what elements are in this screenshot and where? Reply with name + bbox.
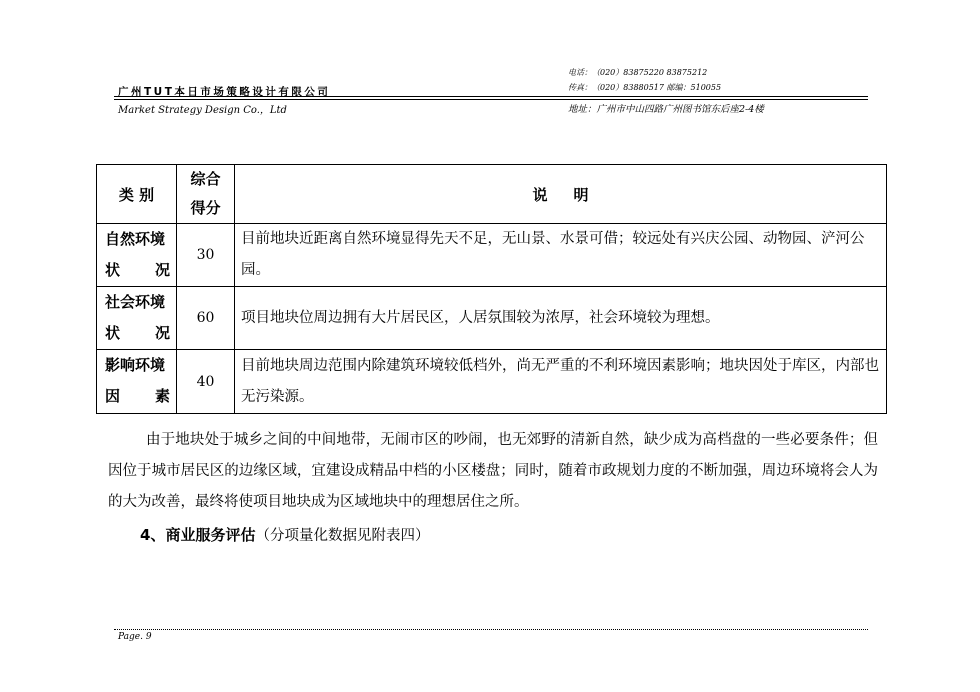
header-phone: 电话：（020）83875220 83875212 xyxy=(568,68,708,77)
row-category xyxy=(97,350,177,414)
row-category-char: 状 xyxy=(105,324,121,342)
row-description: 目前地块周边范围内除建筑环境较低档外，尚无严重的不利环境因素影响；地块因处于库区，内部也无污染源。 xyxy=(235,350,887,414)
row-category-char: 状 xyxy=(105,261,121,279)
section-heading xyxy=(140,524,429,545)
table-row xyxy=(97,287,887,350)
row-category-char: 况 xyxy=(154,261,170,279)
section-title: 商业服务评估 xyxy=(165,526,256,544)
row-category-line1: 影响环境 xyxy=(105,356,166,374)
table-row xyxy=(97,350,887,414)
environment-score-table xyxy=(96,164,887,414)
header-rule-thick xyxy=(114,96,868,97)
header-address: 地址：广州市中山四路广州图书馆东后座2-4楼 xyxy=(568,104,764,115)
footer-rule xyxy=(114,629,868,630)
header-score xyxy=(177,165,235,224)
header-rule-thin xyxy=(114,99,868,100)
row-category-char: 因 xyxy=(105,387,121,405)
row-score: 30 xyxy=(177,224,235,287)
row-category xyxy=(97,287,177,350)
header-company-name: 广州TUT本日市场策略设计有限公司 xyxy=(118,86,331,98)
row-category-line2 xyxy=(105,255,176,286)
section-note: （分项量化数据见附表四） xyxy=(255,528,430,544)
header-score-line1: 综合 xyxy=(190,170,221,188)
table-header-row xyxy=(97,165,887,224)
row-category-line1: 自然环境 xyxy=(105,230,166,248)
row-category-line2 xyxy=(105,318,176,349)
table-row xyxy=(97,224,887,287)
row-description: 项目地块位周边拥有大片居民区，人居氛围较为浓厚，社会环境较为理想。 xyxy=(235,287,887,350)
row-score: 60 xyxy=(177,287,235,350)
header-company-english: Market Strategy Design Co.，Ltd xyxy=(118,105,287,116)
page-number: Page. 9 xyxy=(118,632,152,642)
header-category: 类 别 xyxy=(97,165,177,224)
body-paragraph: 由于地块处于城乡之间的中间地带，无闹市区的吵闹，也无郊野的清新自然，缺少成为高档盘的一些必要条件；但因位于城市居民区的边缘区域，宜建设成精品中档的小区楼盘；同时，随着市政规划力度的不断加强，周边环境将会人为的大为改善，最终将使项目地块成为区域地块中的理想居住之所。 xyxy=(108,432,878,510)
row-category-line2 xyxy=(105,381,176,412)
row-description: 目前地块近距离自然环境显得先天不足，无山景、水景可借；较远处有兴庆公园、动物园、浐河公园。 xyxy=(235,224,887,287)
header-score-line2: 得分 xyxy=(190,199,221,217)
header-description: 说明 xyxy=(235,165,887,224)
row-category-char: 况 xyxy=(154,324,170,342)
section-number: 4、 xyxy=(140,526,166,544)
row-category-char: 素 xyxy=(154,387,170,405)
header-fax: 传真：（020）83880517 邮编：510055 xyxy=(568,83,722,92)
row-category-line1: 社会环境 xyxy=(105,293,166,311)
row-score: 40 xyxy=(177,350,235,414)
row-category xyxy=(97,224,177,287)
